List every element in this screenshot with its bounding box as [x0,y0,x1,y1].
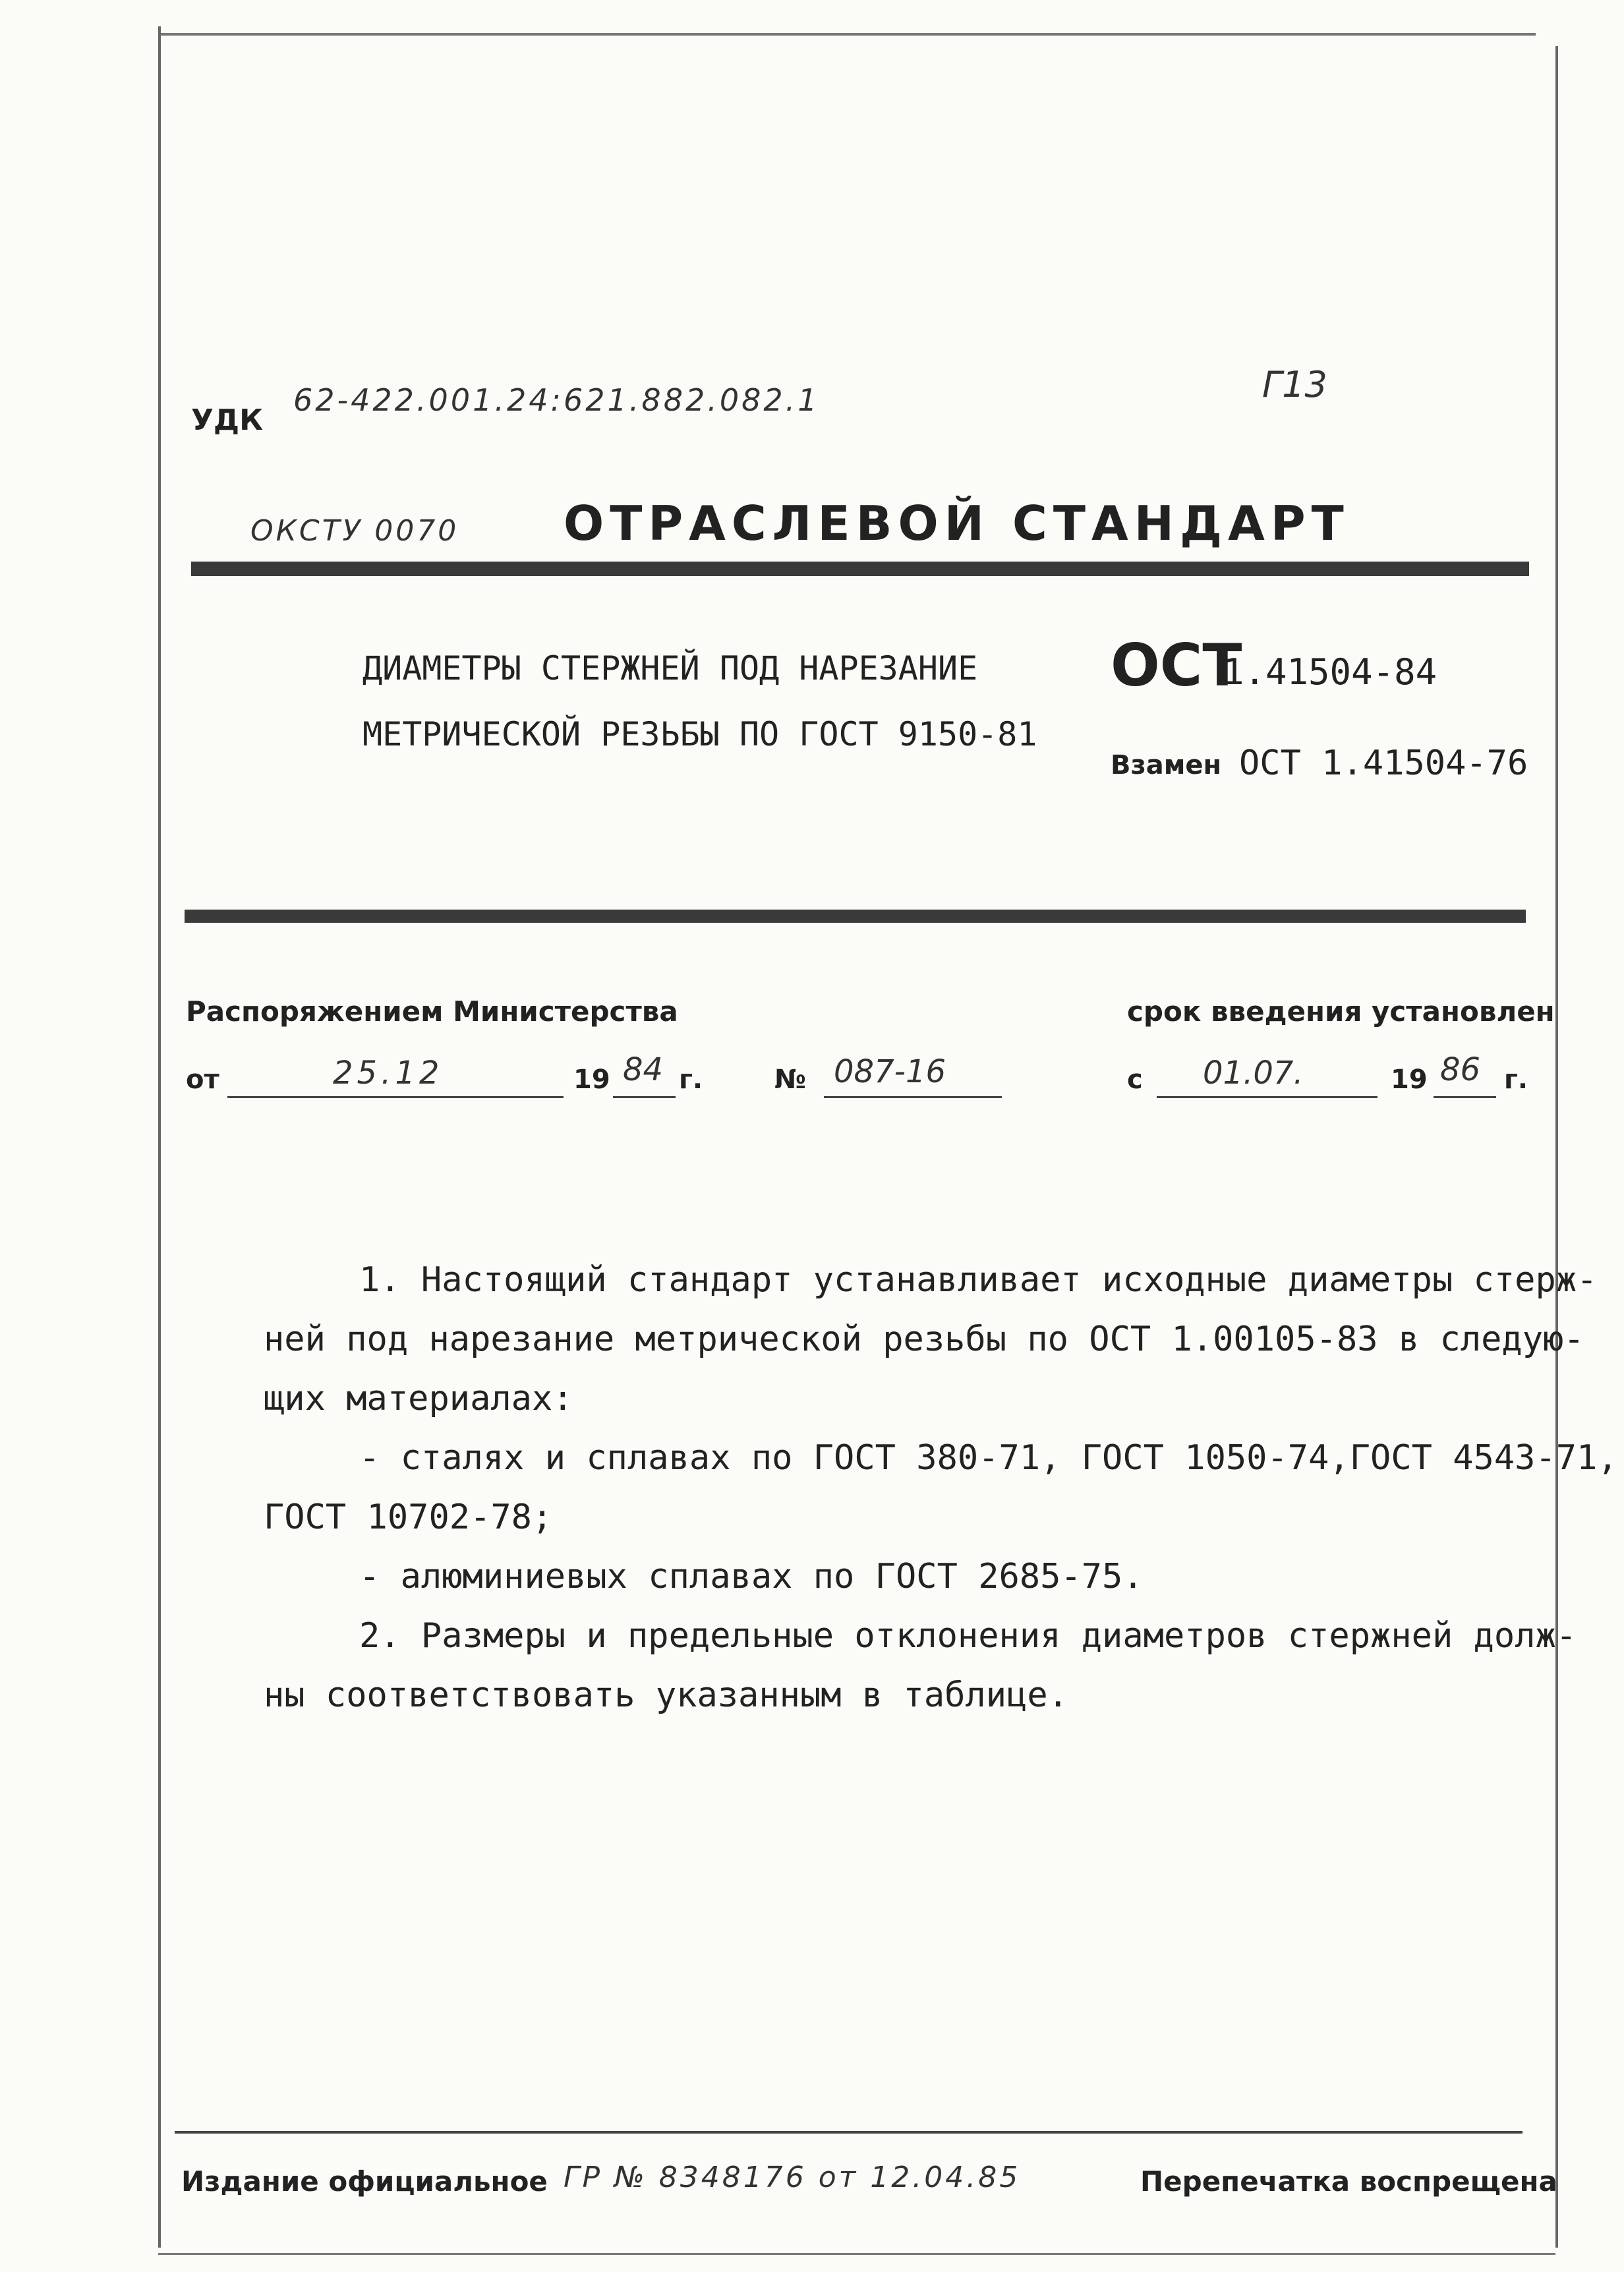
effective-year-underline [1434,1096,1496,1098]
effective-date-underline [1157,1096,1378,1098]
ost-label: ОСТ [1111,631,1242,699]
order-number: 087-16 [834,1053,946,1090]
paragraph-1-line-1: 1. Настоящий стандарт устанавливает исходные диаметры стерж- [359,1260,1598,1300]
order-year-underline [613,1096,676,1098]
order-number-underline [824,1096,1002,1098]
replaces-label: Взамен [1111,750,1222,780]
order-year-suffix: г. [679,1064,703,1095]
paragraph-1-line-2: ней под нарезание метрической резьбы по ОСТ 1.00105-83 в следую- [264,1320,1584,1359]
ministry-order-label: Распоряжением Министерства [186,995,678,1028]
paragraph-1-line-3: щих материалах: [264,1379,573,1418]
frame-bottom-border [158,2253,1555,2255]
footer-rule [175,2131,1522,2134]
header-thick-rule [191,562,1529,576]
paragraph-2-line-2: ны соответствовать указанным в таблице. [264,1675,1068,1715]
effective-year-suffix: г. [1504,1064,1528,1095]
classifier-code: ОКСТУ 0070 [250,514,459,548]
order-year-prefix: 19 [573,1064,610,1095]
udk-label: УДК [191,403,264,437]
replaces-value: ОСТ 1.41504-76 [1239,743,1528,783]
udk-value: 62-422.001.24:621.882.082.1 [293,382,820,418]
order-date: 25.12 [333,1055,444,1092]
order-from-label: от [186,1064,219,1095]
reprint-notice: Перепечатка воспрещена [1140,2165,1557,2198]
paragraph-2-line-1: 2. Размеры и предельные отклонения диаметров стержней долж- [359,1616,1577,1656]
frame-left-border [158,26,161,2248]
effective-date-label: срок введения установлен [1127,995,1555,1028]
ost-number: 1.41504-84 [1223,651,1437,693]
list-item-2: - алюминиевых сплавах по ГОСТ 2685-75. [359,1557,1144,1596]
frame-right-border [1555,46,1558,2248]
title-line-1: ДИАМЕТРЫ СТЕРЖНЕЙ ПОД НАРЕЗАНИЕ [362,649,978,687]
corner-mark: Г13 [1262,364,1327,405]
edition-label: Издание официальное [181,2165,548,2198]
effective-date: 01.07. [1203,1055,1304,1092]
standard-type-heading: ОТРАСЛЕВОЙ СТАНДАРТ [564,496,1350,551]
order-number-label: № [774,1064,807,1095]
list-item-1-line-1: - сталях и сплавах по ГОСТ 380-71, ГОСТ 1050-74,ГОСТ 4543-71, [359,1438,1618,1478]
order-date-underline [227,1096,564,1098]
effective-year: 86 [1440,1051,1481,1088]
title-line-2: МЕТРИЧЕСКОЙ РЕЗЬБЫ ПО ГОСТ 9150-81 [362,715,1037,753]
effective-from-label: с [1127,1064,1143,1095]
effective-year-prefix: 19 [1391,1064,1428,1095]
registration-number: ГР № 8348176 от 12.04.85 [564,2161,1021,2194]
order-year: 84 [623,1051,664,1088]
frame-top-border [158,33,1536,36]
title-thick-rule [185,910,1526,923]
list-item-1-line-2: ГОСТ 10702-78; [264,1498,553,1537]
